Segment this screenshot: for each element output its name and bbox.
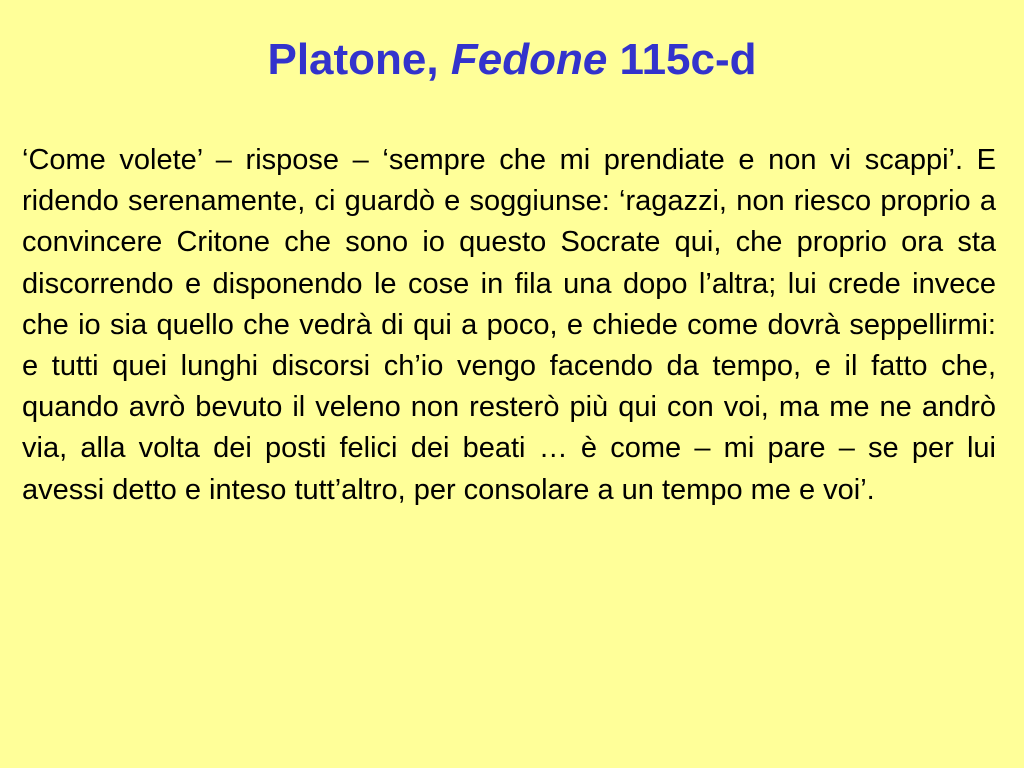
slide-title xyxy=(0,30,1024,90)
title-work: Fedone xyxy=(450,35,608,84)
title-reference: 115c-d xyxy=(619,35,757,84)
title-author: Platone, xyxy=(267,35,439,84)
passage-text: ‘Come volete’ – rispose – ‘sempre che mi prendiate e non vi scappi’. E ridendo serenamente, ci guardò e soggiunse: ‘ragazzi, non riesco proprio a convincere Critone che sono io questo Socrate qui, che proprio ora sta discorrendo e disponendo le cose in fila una dopo l’altra; lui crede invece che io sia quello che vedrà di qui a poco, e chiede come dovrà seppellirmi: e tutti quei lunghi discorsi ch’io vengo facendo da tempo, e il fatto che, quando avrò bevuto il veleno non resterò più qui con voi, ma me ne andrò via, alla volta dei posti felici dei beati … è come – mi pare – se per lui avessi detto e inteso tutt’altro, per consolare a un tempo me e voi’. xyxy=(22,144,996,506)
